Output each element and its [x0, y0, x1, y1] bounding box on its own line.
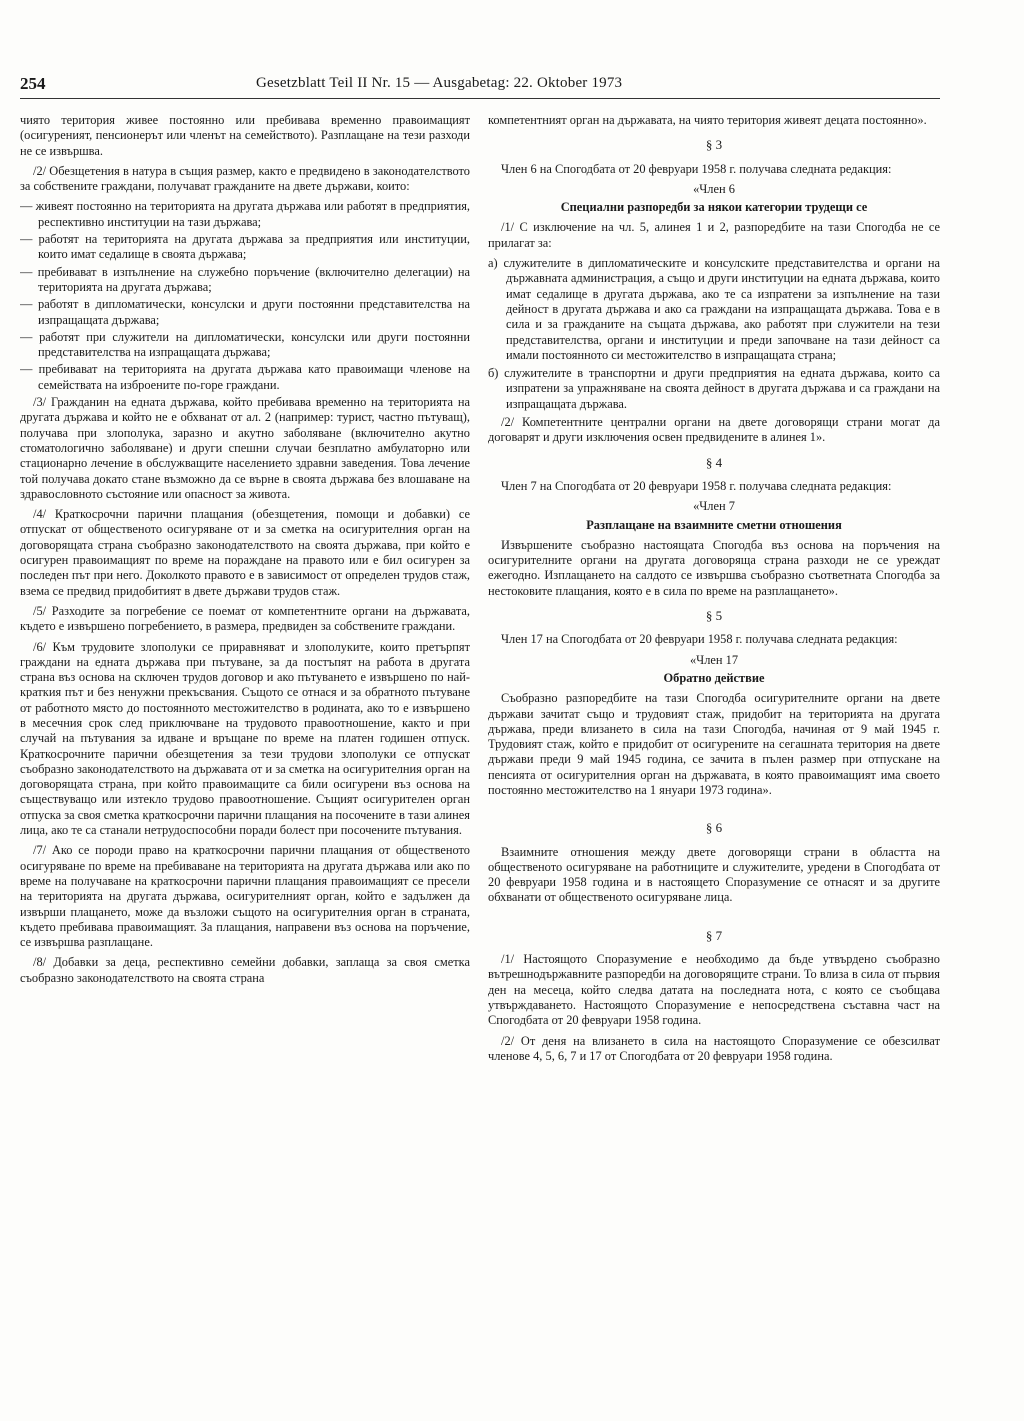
left-column	[20, 113, 470, 1393]
article-6-title: Специални разпоредби за някои категории трудещи се	[560, 200, 868, 215]
article-6-heading: «Член 6	[693, 181, 735, 196]
article-17-heading: «Член 17	[689, 652, 739, 667]
article-6-paragraph-1: /1/ С изключение на чл. 5, алинея 1 и 2, разпоредбите на тази Спогодба не се прилагат за:	[488, 220, 940, 250]
section-6-body: Взаимните отношения между двете договорящи страни в областта на общественото осигуряване на работниците и служителите, уредени в Спогодбата от 20 февруари 1958 година и в настоящето Споразумение се отнасят и за другите обхванати от общественото осигуряване лица.	[488, 844, 940, 905]
dash-item: — работят в дипломатически, консулски и други постоянни представителства на изпращащата държава;	[20, 297, 470, 327]
article-7-body: Извършените съобразно настоящата Спогодба въз основа на поръчения на осигурителните органи на другата договоряща страна разходи не се уреждат ежегодно. Изплащането на салдото се извършва съобразно съответната Спогодба за нестоковите плащания, която е в сила по време на разплащането».	[488, 537, 940, 598]
paragraph-7: /7/ Ако се породи право на краткосрочни парични плащания от общественото осигуряване по време на пребиваване на територията на другата държава или ако по време на получаване на краткосрочни парични плащания правоимащият се пресели на територията на другата държава, осигурителният орган, който е задължен да извърши плащането, може да възложи същото на осигурителния орган в страната, където пребивава правоимащият. За плащания, направени въз основа на поръчение, се извършва разплащане.	[20, 843, 470, 950]
section-7-paragraph-1: /1/ Настоящото Споразумение е необходимо да бъде утвърдено съобразно вътрешнодържавните разпоредби на договорящите страни. То влиза в сила от първия ден на месеца, който следва датата на последната нота, с която се съобщава утвърждаването. Настоящото Споразумение е непосредствена съставна част на Спогодбата от 20 февруари 1958 година.	[488, 952, 940, 1028]
article-6-item-a: а) служителите в дипломатическите и консулските представителства и органи на държавната администрация, а също и други институции на едната държава, които имат седалище в другата държава, ако те са изпратени за изпълнение на тази дейност в другата държава и ако са граждани на изпращащата държава. Това е в сила и за гражданите на същата държава, ако работят при служители на тези представителства, органи и институции и преди започване на тази дейност са имали постоянното си местожителство в изпращащата страна;	[488, 256, 940, 362]
section-5-lead: Член 17 на Спогодбата от 20 февруари 1958 г. получава следната редакция:	[501, 632, 898, 647]
section-4-lead: Член 7 на Спогодбата от 20 февруари 1958 г. получава следната редакция:	[501, 478, 892, 493]
gazette-title: Gesetzblatt Teil II Nr. 15 — Ausgabetag: 22. Oktober 1973	[256, 75, 623, 91]
section-mark-5: § 5	[705, 608, 723, 624]
dash-item: — работят на територията на другата държава за предприятия или институции, които имат седалище в своята държава;	[20, 232, 470, 262]
page-number: 254	[20, 74, 46, 93]
paragraph-continued: компетентният орган на държавата, на чиято територия живеят децата постоянно».	[488, 113, 927, 127]
section-3-lead: Член 6 на Спогодбата от 20 февруари 1958 г. получава следната редакция:	[501, 161, 892, 176]
article-17-body: Съобразно разпоредбите на тази Спогодба осигурителните органи на двете държави зачитат също и трудовият стаж, придобит на територията на другата държава, преди влизането в сила на тази Спогодба, начиная от 9 май 1945 г. Трудовият стаж, който е придобит от осигурените на сегашната територия на двете държави преди 9 май 1945 година, се зачита в пълен размер при отпускане на пенсията от осигурителния орган на държавата, в която правоимащият има своето постоянно местожителство на 1 януари 1973 година».	[488, 691, 940, 797]
paragraph-4: /4/ Краткосрочни парични плащания (обезщетения, помощи и добавки) се отпускат от общественото осигуряване от и за сметка на осигурителния орган на договорящата страна съобразно законодателството на своята държава, при който е осигурен правоимащият по време на пораждане на правото или е бил осигурен за последен път при него. Доколкото правото е в зависимост от определен трудов стаж, взема се предвид придобитият в двете държави трудов стаж.	[20, 507, 470, 598]
dash-item: — живеят постоянно на територията на другата държава или работят в предприятия, респективно институции на тази държава;	[20, 199, 470, 229]
section-7-paragraph-2: /2/ От деня на влизането в сила на настоящото Споразумение се обезсилват членове 4, 5, 6, 7 и 17 от Спогодбата от 20 февруари 1958 година.	[488, 1033, 940, 1063]
article-17-title: Обратно действие	[663, 670, 765, 685]
paragraph-2: /2/ Обезщетения в натура в същия размер, както е предвидено в законодателството за собствените граждани, получават гражданите на двете държави, които:	[20, 163, 470, 194]
article-6-item-b: б) служителите в транспортни и други предприятия на едната държава, които са изпратени за упражняване на своята дейност в другата държава и са граждани на изпращащата държава.	[488, 366, 940, 411]
dash-item: — пребивават в изпълнение на служебно поръчение (включително делегации) на територията на другата държава;	[20, 264, 470, 294]
section-mark-4: § 4	[705, 454, 723, 470]
paragraph-5: /5/ Разходите за погребение се поемат от компетентните органи на държавата, където е извършено погребението, в размера, предвиден за собствените граждани.	[20, 603, 470, 634]
article-7-heading: «Член 7	[693, 499, 735, 514]
section-mark-3: § 3	[705, 137, 723, 153]
paragraph-8: /8/ Добавки за деца, респективно семейни добавки, заплаща за своя сметка съобразно законодателството на своята страна	[20, 955, 470, 985]
section-mark-6: § 6	[705, 820, 723, 836]
right-column	[488, 113, 940, 1393]
page-header	[20, 72, 940, 99]
dash-item: — пребивават на територията на другата държава като правоимащи членове на семействата на изброените по-горе граждани.	[20, 362, 470, 392]
article-7-title: Разплащане на взаимните сметни отношения	[586, 517, 842, 532]
paragraph-3: /3/ Гражданин на едната държава, който пребивава временно на територията на другата държава и който не е обхванат от ал. 2 (например: турист, частно пътуващ), получава при злополука, заразно и акутно заболяване (включително акутно стоматологично заболяване) и други спешни случаи безплатно амбулаторно или стационарно лечение в обслужващите населението здравни заведения. Това лечение той получава докато стане възможно да се върне в своята държава без влошаване на здравословното състояние или опасност за живота.	[20, 395, 470, 501]
paragraph-intro: чиято територия живее постоянно или пребивава временно правоимащият (осигуреният, пенсионерът или членът на семейството). Разплащане на тези разходи не се извършва.	[20, 113, 470, 158]
article-6-paragraph-2: /2/ Компетентните централни органи на двете договорящи страни могат да договарят и други изключения освен предвидените в алинея 1».	[488, 415, 940, 445]
section-mark-7: § 7	[705, 927, 723, 943]
dash-item: — работят при служители на дипломатически, консулски или други постоянни представителства на изпращащата държава;	[20, 329, 470, 360]
paragraph-6: /6/ Към трудовите злополуки се приравняват и злополуките, които претърпят граждани на едната държава при пътуване, за да постъпят на работа в другата страна въз основа на сключен трудов договор и ако пътуването е извършено по най-краткия път и без ненужни прекъсвания. Същото се отнася и за обратното пътуване от работното място до постоянното местожителство в родината, ако то е извършено в месечния срок след приключване на трудовото правоотношение, както и при случай на пътувания за идване и връщане по време на платен годишен отпуск. Краткосрочните парични обезщетения за тези трудови злополуки се отпускат съобразно законодателството на държавата от и за сметка на осигурителния орган на договорящата страна, при който правоимащите са били осигурени въз основа на съществуващо или изтекло трудово правоотношение. Същият осигурителен орган отпуска за своя сметка краткосрочни парични плащания на посочените в тази алинея лица, ако те са станали нетрудоспособни поради болест при посочените пътувания.	[20, 639, 470, 838]
